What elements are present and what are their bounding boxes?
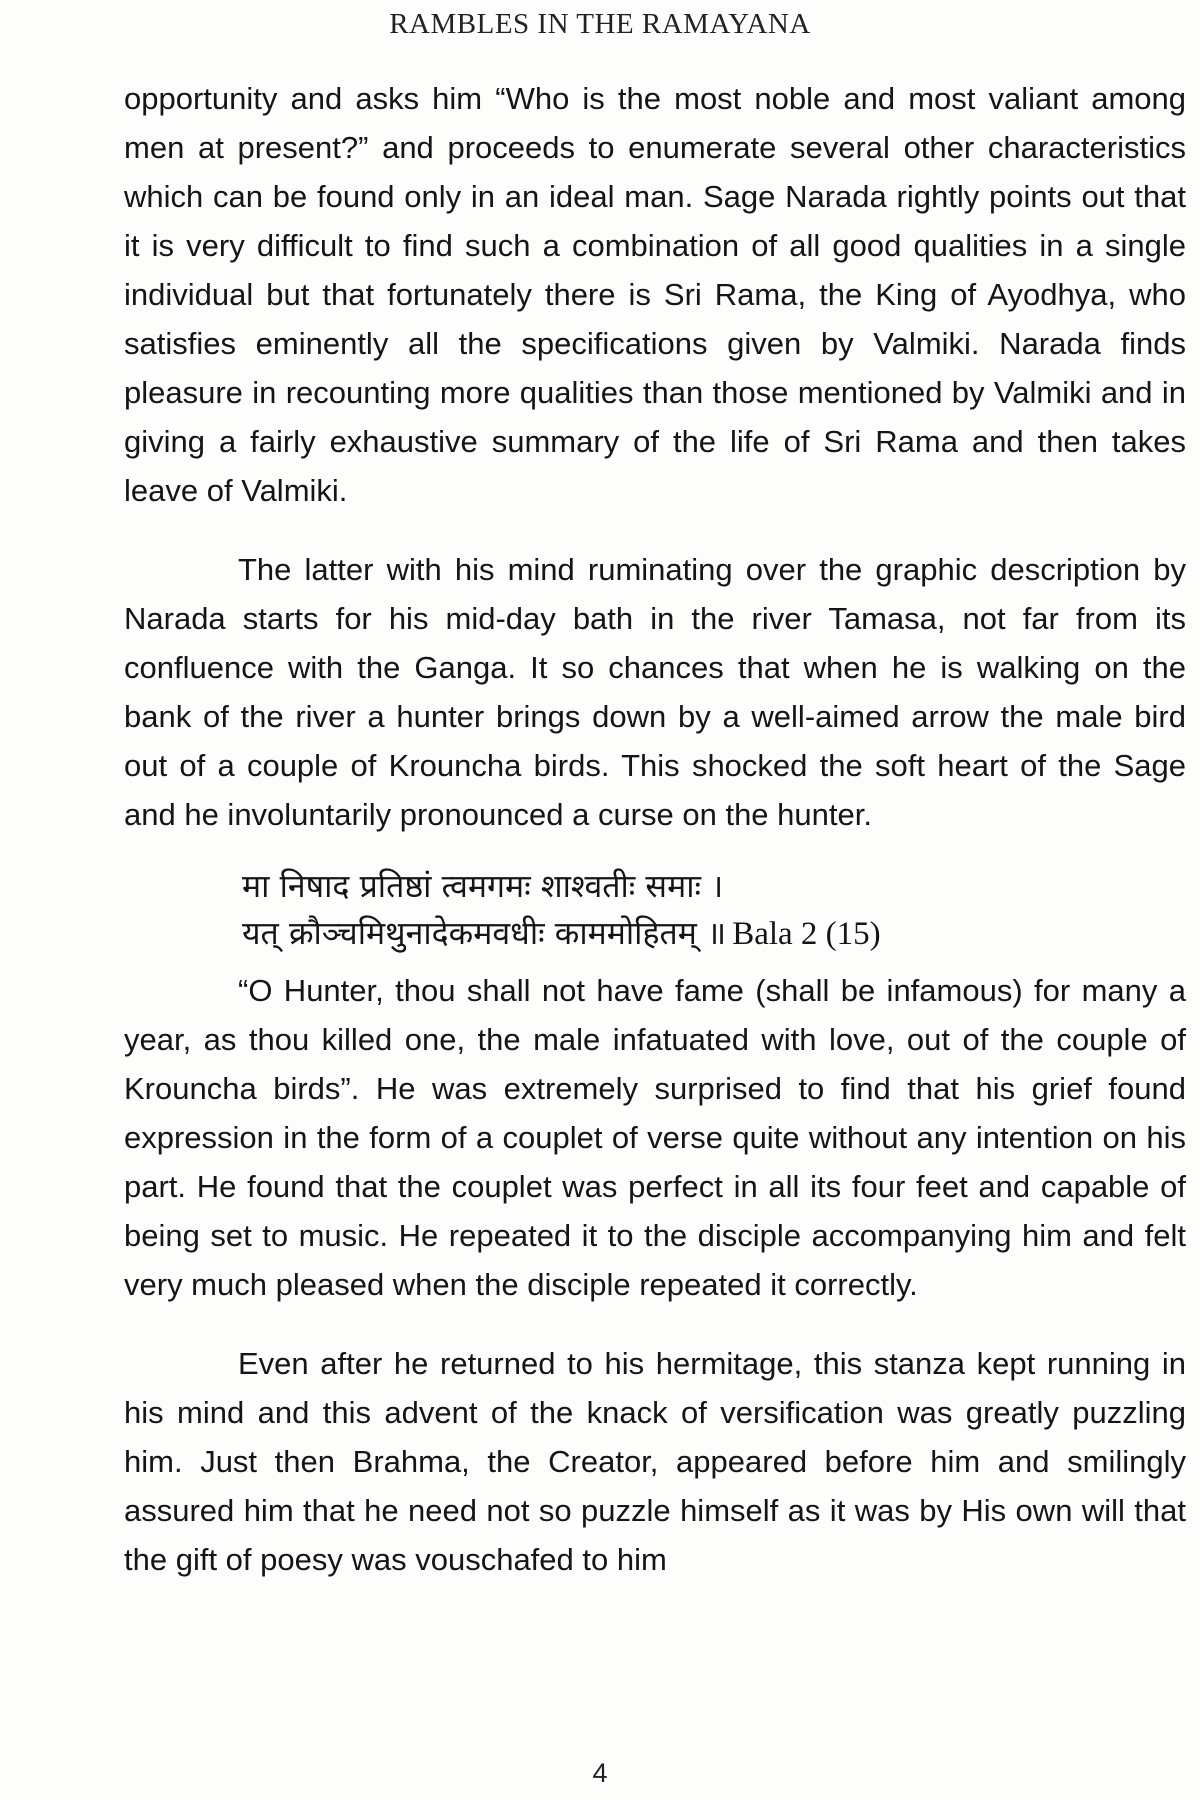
verse-line-1: मा निषाद प्रतिष्ठां त्वमगमः शाश्वतीः समाः ।	[242, 867, 724, 905]
paragraph-narada-description: The latter with his mind ruminating over the graphic description by Narada starts for his mid-day bath in the river Tamasa, not far from its confluence with the Ganga. It so chances that when he is walking on the bank of the river a hunter brings down by a well-aimed arrow the male bird out of a couple of Krouncha birds. This shocked the soft heart of the Sage and he involuntarily pronounced a curse on the hunter.	[124, 552, 1186, 832]
paragraph-hermitage: Even after he returned to his hermitage, this stanza kept running in his mind and this advent of the knack of versification was greatly puzzling him. Just then Brahma, the Creator, appeared before him and smilingly assured him that he need not so puzzle himself as it was by His own will that the gift of poesy was vouschafed to him	[124, 1346, 1186, 1577]
sanskrit-verse	[242, 863, 1186, 958]
verse-line-2	[242, 910, 1186, 958]
page-body	[124, 74, 1186, 1584]
running-header: RAMBLES IN THE RAMAYANA	[389, 8, 811, 40]
verse-reference: Bala 2 (15)	[732, 916, 881, 952]
paragraph-verse-translation: “O Hunter, thou shall not have fame (shall be infamous) for many a year, as thou killed one, the male infatuated with love, out of the couple of Krouncha birds”. He was extremely surprised to find that his grief found expression in the form of a couplet of verse quite without any intention on his part. He found that the couplet was perfect in all its four feet and capable of being set to music. He repeated it to the disciple accompanying him and felt very much pleased when the disciple repeated it correctly.	[124, 973, 1186, 1302]
paragraph-continuation: opportunity and asks him “Who is the most noble and most valiant among men at present?” and proceeds to enumerate several other characteristics which can be found only in an ideal man. Sage Narada rightly points out that it is very difficult to find such a combination of all good qualities in a single individual but that fortunately there is Sri Rama, the King of Ayodhya, who satisfies eminently all the specifications given by Valmiki. Narada finds pleasure in recounting more qualities than those mentioned by Valmiki and in giving a fairly exhaustive summary of the life of Sri Rama and then takes leave of Valmiki.	[124, 81, 1186, 508]
page-number: 4	[592, 1758, 608, 1788]
verse-line-2-text: यत् क्रौञ्चमिथुनादेकमवधीः काममोहितम् ॥	[242, 914, 727, 952]
